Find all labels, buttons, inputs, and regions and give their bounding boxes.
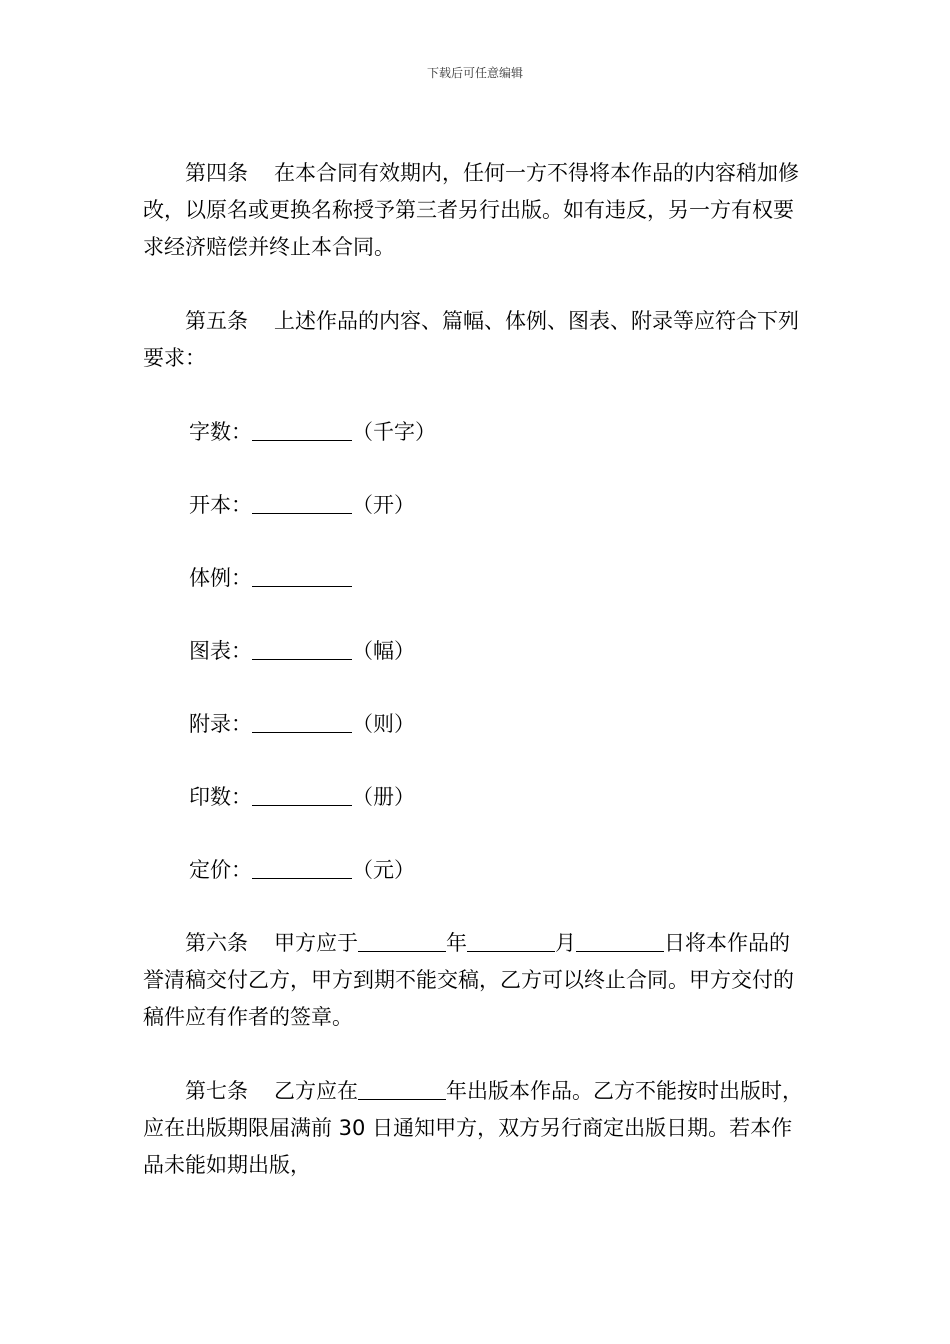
fill-blank[interactable] [252, 783, 352, 806]
fill-blank[interactable] [252, 856, 352, 879]
field-label: 体例： [189, 566, 252, 590]
article-5 [143, 303, 808, 377]
field-label: 开本： [189, 493, 252, 517]
fill-blank[interactable] [252, 637, 352, 660]
field-unit: （千字） [352, 420, 436, 444]
article-7-label: 第七条 [185, 1079, 248, 1103]
article-4-label: 第四条 [185, 161, 248, 185]
fill-blank[interactable] [252, 564, 352, 587]
article-6-text-4: 日将本作品的誉清稿交付乙方，甲方到期不能交稿，乙方可以终止合同。甲方交付的稿件应有作者的签章。 [143, 931, 794, 1029]
field-label: 印数： [189, 785, 252, 809]
field-style [143, 560, 808, 597]
article-4 [143, 155, 808, 266]
field-unit: （册） [352, 785, 415, 809]
article-6-text-2: 年 [446, 931, 467, 955]
field-label: 定价： [189, 858, 252, 882]
field-charts [143, 633, 808, 670]
fill-blank-month[interactable] [467, 929, 555, 952]
article-5-label: 第五条 [185, 309, 248, 333]
fill-blank-day[interactable] [576, 929, 664, 952]
field-price [143, 852, 808, 889]
article-7-text-2: 年出版本作品。乙方不能按时出版时，应在出版期限届满前 30 日通知甲方，双方另行商定出版日期。若本作品未能如期出版， [143, 1079, 803, 1177]
fill-blank[interactable] [252, 418, 352, 441]
field-appendix [143, 706, 808, 743]
fill-blank-year[interactable] [358, 929, 446, 952]
field-word-count [143, 414, 808, 451]
field-label: 附录： [189, 712, 252, 736]
article-6-label: 第六条 [185, 931, 248, 955]
field-unit: （幅） [352, 639, 415, 663]
article-6 [143, 925, 808, 1036]
article-4-text: 在本合同有效期内，任何一方不得将本作品的内容稍加修改，以原名或更换名称授予第三者另行出版。如有违反，另一方有权要求经济赔偿并终止本合同。 [143, 161, 799, 259]
article-6-text-3: 月 [555, 931, 576, 955]
article-5-text: 上述作品的内容、篇幅、体例、图表、附录等应符合下列要求： [143, 309, 799, 370]
field-label: 图表： [189, 639, 252, 663]
field-label: 字数： [189, 420, 252, 444]
document-body [143, 155, 808, 1184]
field-unit: （元） [352, 858, 415, 882]
field-unit: （开） [352, 493, 415, 517]
page-header: 下载后可任意编辑 [426, 66, 523, 80]
field-unit: （则） [352, 712, 415, 736]
fill-blank-year[interactable] [358, 1077, 446, 1100]
fill-blank[interactable] [252, 710, 352, 733]
article-6-text-1: 甲方应于 [274, 931, 358, 955]
field-print-run [143, 779, 808, 816]
field-format [143, 487, 808, 524]
fill-blank[interactable] [252, 491, 352, 514]
article-7 [143, 1073, 808, 1184]
article-7-text-1: 乙方应在 [274, 1079, 358, 1103]
